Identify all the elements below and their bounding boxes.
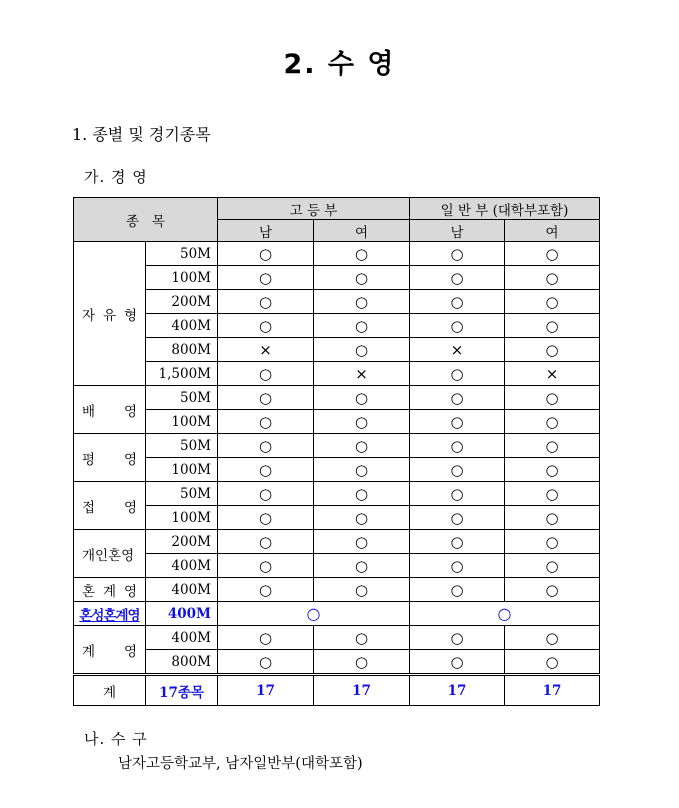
total-value: 17: [218, 675, 314, 706]
participation-mark: ○: [218, 290, 314, 314]
participation-mark: ○: [410, 290, 505, 314]
participation-mark: ○: [218, 410, 314, 434]
participation-mark: ○: [314, 314, 410, 338]
participation-mark: ○: [314, 578, 410, 602]
participation-mark: ○: [314, 410, 410, 434]
participation-mark: ○: [410, 266, 505, 290]
participation-mark: ○: [314, 242, 410, 266]
event-distance: 400M: [146, 314, 218, 338]
table-row: [74, 410, 600, 434]
subsection-heading-a: 가. 경 영: [84, 168, 148, 186]
subsection-heading-b: 나. 수 구: [84, 730, 148, 748]
event-group-name: 계 영: [74, 626, 146, 675]
header-high-school: 고 등 부: [218, 198, 410, 220]
table-row: [74, 338, 600, 362]
participation-mark: ○: [505, 650, 600, 675]
participation-mark: ○: [410, 386, 505, 410]
table-row: [74, 578, 600, 602]
header-general: 일 반 부 (대학부포함): [410, 198, 600, 220]
event-distance: 50M: [146, 434, 218, 458]
participation-mark: ○: [410, 506, 505, 530]
participation-mark: ○: [218, 434, 314, 458]
participation-mark: ○: [218, 314, 314, 338]
participation-mark: ○: [410, 314, 505, 338]
event-distance: 400M: [146, 626, 218, 650]
table-row: [74, 266, 600, 290]
participation-mark: ○: [505, 482, 600, 506]
header-event: 종 목: [74, 198, 218, 242]
table-row: [74, 362, 600, 386]
participation-mark: ×: [218, 338, 314, 362]
participation-mark: ○: [314, 458, 410, 482]
table-row: [74, 386, 600, 410]
total-count: 17종목: [146, 675, 218, 706]
table-row-mixed-relay: [74, 602, 600, 626]
participation-mark: ○: [218, 530, 314, 554]
table-row: [74, 482, 600, 506]
participation-mark: ○: [410, 458, 505, 482]
event-distance: 400M: [146, 554, 218, 578]
header-gen-male: 남: [410, 220, 505, 242]
participation-mark: ○: [410, 434, 505, 458]
participation-mark: ○: [410, 482, 505, 506]
participation-mark: ○: [410, 626, 505, 650]
table-row: [74, 458, 600, 482]
event-distance: 1,500M: [146, 362, 218, 386]
participation-mark: ○: [314, 290, 410, 314]
participation-mark: ○: [505, 314, 600, 338]
event-group-name: 배 영: [74, 386, 146, 434]
participation-mark: ○: [410, 242, 505, 266]
events-table: [73, 197, 600, 706]
event-distance: 50M: [146, 386, 218, 410]
participation-mark: ○: [505, 434, 600, 458]
participation-mark: ○: [410, 530, 505, 554]
participation-mark: ○: [505, 386, 600, 410]
table-row: [74, 434, 600, 458]
participation-mark: ○: [218, 626, 314, 650]
table-row: [74, 314, 600, 338]
participation-mark: ○: [314, 650, 410, 675]
event-distance: 800M: [146, 338, 218, 362]
header-gen-female: 여: [505, 220, 600, 242]
event-group-name: 접 영: [74, 482, 146, 530]
participation-mark: ○: [410, 554, 505, 578]
total-value: 17: [505, 675, 600, 706]
event-group-name: 혼 계 영: [74, 578, 146, 602]
table-row: [74, 626, 600, 650]
events-table-body: [74, 198, 600, 706]
participation-mark: ○: [505, 554, 600, 578]
participation-mark: ○: [314, 482, 410, 506]
table-row: [74, 290, 600, 314]
event-group-name: 평 영: [74, 434, 146, 482]
participation-mark: ○: [314, 386, 410, 410]
participation-mark: ○: [505, 338, 600, 362]
event-distance: 100M: [146, 410, 218, 434]
table-row: [74, 530, 600, 554]
event-group-name: 개인혼영: [74, 530, 146, 578]
participation-mark: ○: [505, 530, 600, 554]
participation-mark: ○: [218, 386, 314, 410]
participation-mark: ○: [314, 626, 410, 650]
header-row-1: [74, 198, 600, 220]
participation-mark: ○: [314, 554, 410, 578]
participation-mark: ○: [505, 410, 600, 434]
header-hs-male: 남: [218, 220, 314, 242]
event-distance: 400M: [146, 578, 218, 602]
event-distance: 50M: [146, 482, 218, 506]
participation-mark: ○: [505, 242, 600, 266]
total-row: [74, 675, 600, 706]
event-group-name: 자 유 형: [74, 242, 146, 386]
participation-mark: ○: [218, 650, 314, 675]
table-row: [74, 242, 600, 266]
participation-mark: ○: [410, 650, 505, 675]
event-distance: 800M: [146, 650, 218, 675]
event-distance: 200M: [146, 530, 218, 554]
total-label: 계: [74, 675, 146, 706]
participation-mark: ○: [505, 458, 600, 482]
mixed-relay-high-school-mark: ○: [218, 602, 410, 626]
participation-mark: ×: [314, 362, 410, 386]
table-row: [74, 506, 600, 530]
participation-mark: ×: [410, 338, 505, 362]
participation-mark: ○: [218, 554, 314, 578]
participation-mark: ○: [218, 458, 314, 482]
participation-mark: ○: [218, 266, 314, 290]
page-title: 2. 수 영: [283, 49, 396, 80]
table-row: [74, 554, 600, 578]
participation-mark: ×: [505, 362, 600, 386]
table-row: [74, 650, 600, 675]
participation-mark: ○: [314, 506, 410, 530]
participation-mark: ○: [218, 482, 314, 506]
participation-mark: ○: [314, 530, 410, 554]
participation-mark: ○: [314, 266, 410, 290]
participation-mark: ○: [505, 506, 600, 530]
participation-mark: ○: [218, 362, 314, 386]
participation-mark: ○: [314, 338, 410, 362]
participation-mark: ○: [410, 362, 505, 386]
event-distance: 100M: [146, 458, 218, 482]
event-distance: 50M: [146, 242, 218, 266]
mixed-relay-general-mark: ○: [410, 602, 600, 626]
participation-mark: ○: [505, 626, 600, 650]
participation-mark: ○: [218, 578, 314, 602]
participation-mark: ○: [505, 578, 600, 602]
participation-mark: ○: [218, 242, 314, 266]
event-distance: 100M: [146, 506, 218, 530]
mixed-relay-distance: 400M: [146, 602, 218, 626]
total-value: 17: [410, 675, 505, 706]
header-hs-female: 여: [314, 220, 410, 242]
participation-mark: ○: [410, 578, 505, 602]
subsection-b-note: 남자고등학교부, 남자일반부(대학포함): [118, 756, 363, 772]
participation-mark: ○: [314, 434, 410, 458]
section-heading: 1. 종별 및 경기종목: [72, 125, 211, 144]
event-distance: 200M: [146, 290, 218, 314]
participation-mark: ○: [218, 506, 314, 530]
total-value: 17: [314, 675, 410, 706]
participation-mark: ○: [410, 410, 505, 434]
mixed-relay-name: 혼성혼계영: [74, 602, 146, 626]
participation-mark: ○: [505, 290, 600, 314]
event-distance: 100M: [146, 266, 218, 290]
participation-mark: ○: [505, 266, 600, 290]
